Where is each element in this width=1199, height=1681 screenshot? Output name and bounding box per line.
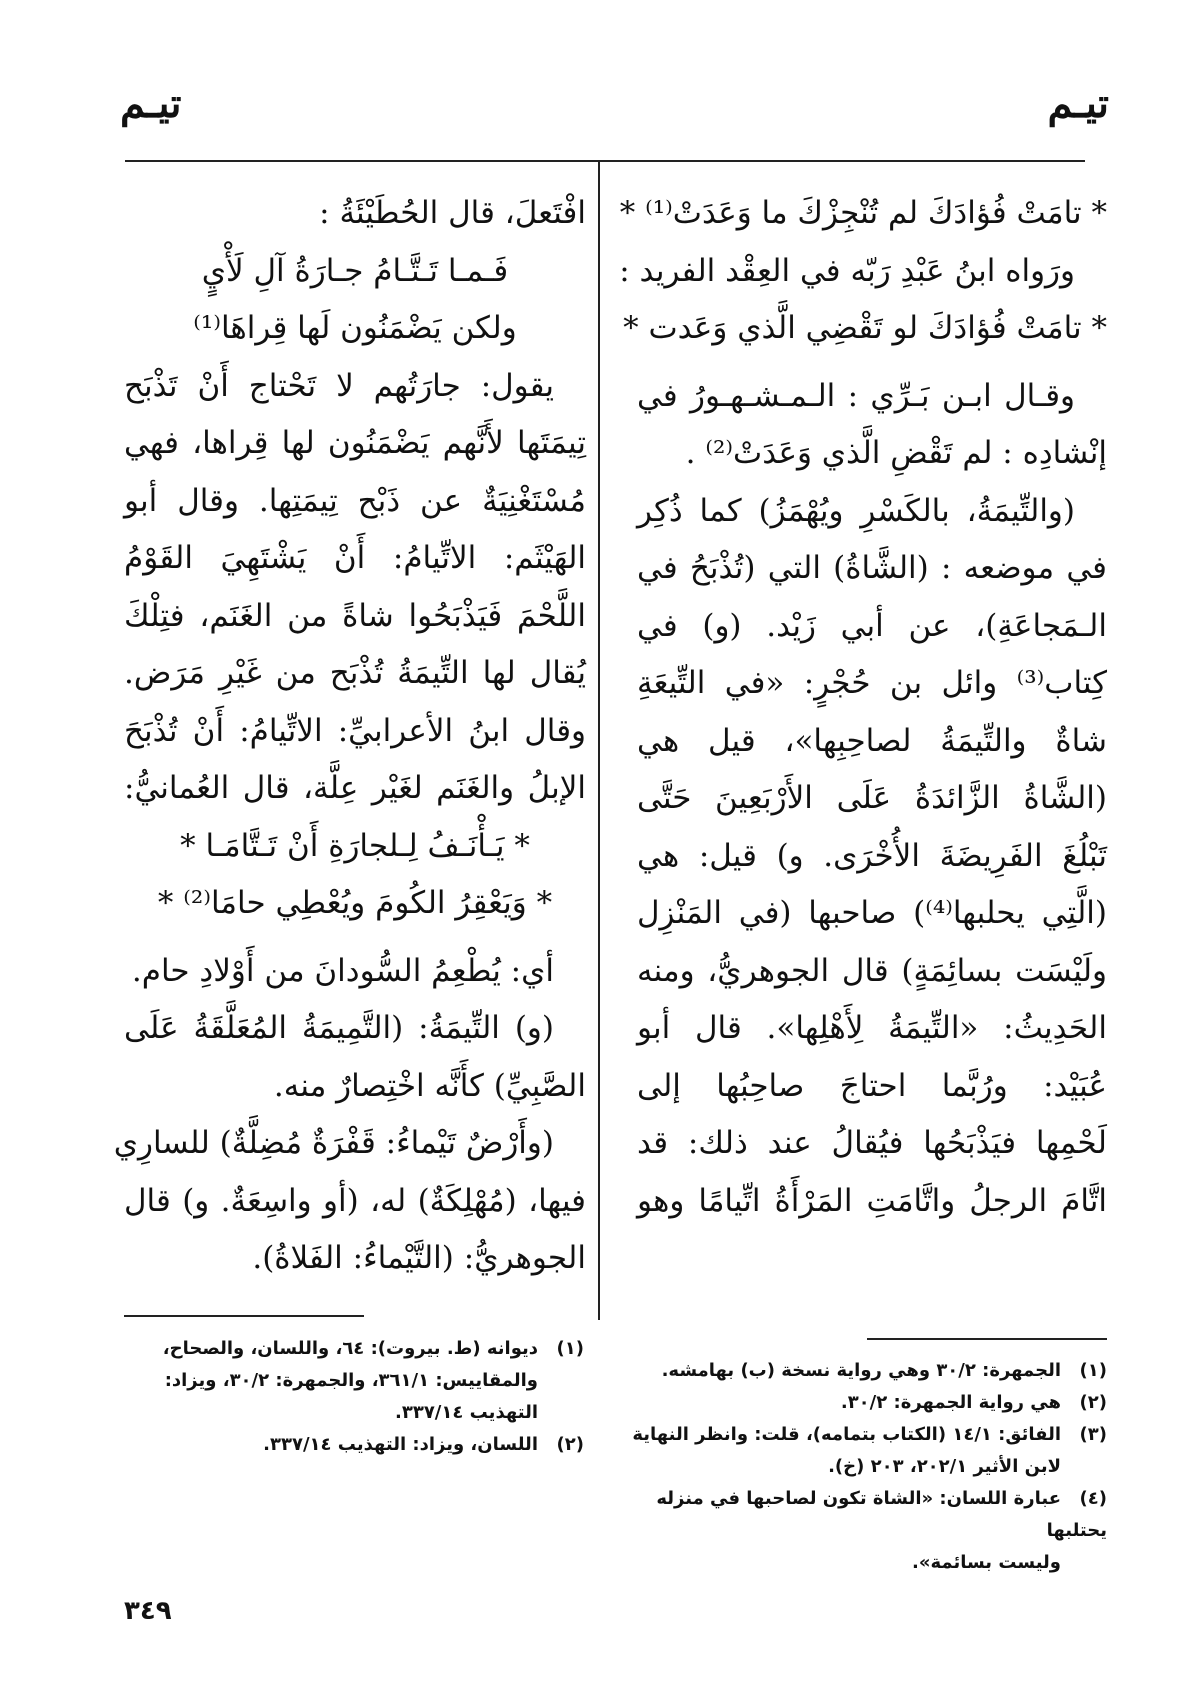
footnote: [627, 1419, 1107, 1483]
footnote-number: (١): [556, 1338, 584, 1359]
text-line: تِيمَتَها لأَنَّهم يَضْمَنُون لها قِراها، فهي: [124, 425, 586, 461]
verse-line: ولكن يَضْمَنُون لَها قِراهَا⁽¹⁾: [193, 310, 517, 346]
verse-line: * تامَتْ فُؤادَكَ لو تَقْضِي الَّذي وَعَدت *: [623, 310, 1107, 346]
footnote: [124, 1429, 584, 1461]
text-line: (وأَرْضٌ تَيْماءُ: قَفْرَةٌ مُضِلَّةٌ) للسارِي: [113, 1125, 554, 1161]
footnote-text: الفائق: ١٤/١ (الكتاب بتمامه)، قلت: وانظر النهاية: [632, 1424, 1061, 1445]
footnote-continuation: وليست بسائمة».: [912, 1552, 1061, 1573]
verse-line: * يَـأْنَـفُ لِـلجارَةِ أَنْ تَـتَّامَـا *: [180, 827, 530, 864]
verse-line: فَـمـا تَـتَّـامُ جـارَةُ آلِ لَأْيٍ: [201, 252, 509, 289]
footnote: [124, 1333, 584, 1429]
page-number: ٣٤٩: [124, 1596, 172, 1626]
text-line: (الَّتِي يحلبها⁽⁴⁾) صاحبها (في المَنْزِل: [637, 895, 1107, 931]
text-line: (الشَّاةُ الزَّائدَةُ عَلَى الأَرْبَعِينَ حَتَّى: [637, 780, 1107, 816]
footnote-text: الجمهرة: ٣٠/٢ وهي رواية نسخة (ب) بهامشه.: [661, 1360, 1061, 1381]
text-line: في موضعه : (الشَّاةُ) التي (تُذْبَحُ في: [637, 550, 1107, 586]
footnote: [627, 1355, 1107, 1387]
text-line: وقال ابنُ الأعرابيِّ: الاتِّيامُ: أَنْ تُذْبَحَ: [124, 712, 586, 749]
footnotes-left: [124, 1333, 584, 1461]
text-line: شاةٌ والتِّيمَةُ لصاحِبِها»، قيل هي: [637, 722, 1107, 759]
text-line: كِتاب⁽³⁾ وائل بن حُجْرٍ: «في التِّيعَةِ: [637, 665, 1107, 701]
text-line: (والتِّيمَةُ، بالكَسْرِ ويُهْمَزُ) كما ذُكِر: [637, 492, 1075, 529]
footnote-text: اللسان، ويزاد: التهذيب ٣٣٧/١٤.: [263, 1434, 538, 1455]
footnote-number: (٢): [1079, 1392, 1107, 1413]
footnote-rule-right: [867, 1338, 1107, 1340]
footnote: [627, 1483, 1107, 1579]
footnote-number: (١): [1079, 1360, 1107, 1381]
text-line: عُبَيْد: ورُبَّما احتاجَ صاحِبُها إلى: [637, 1067, 1107, 1104]
verse-line: * وَيَعْقِرُ الكُومَ ويُعْطِي حامَا⁽²⁾ *: [157, 885, 553, 921]
footnote-continuation: والمقاييس: ٣٦١/١، والجمهرة: ٣٠/٢، ويزاد:: [164, 1370, 538, 1391]
footnote-number: (٢): [556, 1434, 584, 1455]
text-line: يقول: جارَتُهم لا تَحْتاج أَنْ تَذْبَح: [124, 367, 554, 404]
text-line: الهَيْثَم: الاتِّيامُ: أَنْ يَشْتَهِيَ القَوْمُ: [124, 540, 586, 576]
footnote-rule-left: [124, 1315, 364, 1317]
footnote-number: (٤): [1079, 1488, 1107, 1509]
text-line: مُسْتَغْنِيَةٌ عن ذَبْح تِيمَتِها. وقال أبو: [124, 482, 586, 519]
footnote: [627, 1387, 1107, 1419]
footnote-text: ديوانه (ط. بيروت): ٦٤، واللسان، والصحاح،: [162, 1338, 538, 1359]
text-line: تَبْلُغَ الفَرِيضَةَ الأُخْرَى. و) قيل: هي: [637, 837, 1107, 874]
text-line: ولَيْسَت بسائِمَةٍ) قال الجوهريُّ، ومنه: [637, 952, 1107, 989]
footnote-continuation: لابن الأثير ٢٠٢/١، ٢٠٣ (خ).: [828, 1456, 1061, 1477]
text-line: الحَدِيثُ: «التِّيمَةُ لِأَهْلِها». قال أبو: [637, 1010, 1107, 1046]
text-line: يُقال لها التِّيمَةُ تُذْبَح من غَيْرِ مَرَض.: [124, 655, 586, 691]
text-line: الصَّبِيِّ) كأَنَّه اخْتِصارٌ منه.: [273, 1067, 586, 1104]
left-column: [113, 185, 586, 1288]
text-line: الجوهريُّ: (التَّيْماءُ: الفَلاةُ).: [252, 1240, 586, 1276]
footnote-number: (٣): [1079, 1424, 1107, 1445]
text-line: افْتَعلَ، قال الحُطَيْئَةُ :: [319, 195, 586, 231]
header-rule: [125, 160, 1085, 162]
text-line: لَحْمِها فيَذْبَحُها فيُقالُ عند ذلك: قد: [637, 1125, 1107, 1161]
footnote-continuation: التهذيب ٣٣٧/١٤.: [395, 1402, 538, 1423]
right-column: [619, 185, 1107, 1230]
column-divider: [598, 160, 600, 1320]
text-line: الإبلُ والغَنَم لغَيْر عِلَّة، قال العُمانيُّ:: [124, 770, 586, 806]
footnotes-right: [627, 1355, 1107, 1579]
text-line: (و) التِّيمَةُ: (التَّمِيمَةُ المُعَلَّقَةُ عَلَى: [124, 1010, 554, 1046]
text-line: اتَّامَ الرجلُ واتَّامَتِ المَرْأَةُ اتِّيامًا وهو: [637, 1182, 1107, 1219]
text-line: أي: يُطْعِمُ السُّودانَ من أَوْلادِ حام.: [131, 952, 554, 989]
text-line: فيها، (مُهْلِكَةٌ) له، (أو واسِعَةٌ. و) قال: [124, 1182, 586, 1219]
verse-line: * تامَتْ فُؤادَكَ لم تُنْجِزْكَ ما وَعَدَتْ⁽¹⁾ *: [619, 195, 1107, 231]
text-line: الـمَجاعَةِ)، عن أبي زَيْد. (و) في: [637, 607, 1107, 644]
header-word-left: تيـم: [120, 80, 182, 127]
text-line: ورَواه ابنُ عَبْدِ رَبّه في العِقْد الفريد :: [619, 252, 1075, 289]
footnote-text: هي رواية الجمهرة: ٣٠/٢.: [840, 1392, 1061, 1413]
footnote-text: عبارة اللسان: «الشاة تكون لصاحبها في منزله يحتلبها: [656, 1488, 1107, 1541]
text-line: وقـال ابـن بَـرِّي : الـمـشـهـورُ في: [637, 377, 1075, 414]
text-line: إنْشادِه : لم تَقْضِ الَّذي وَعَدَتْ⁽²⁾ .: [685, 435, 1107, 471]
header-word-right: تيـم: [1047, 80, 1109, 127]
text-line: اللَّحْمَ فَيَذْبَحُوا شاةً من الغَنَم، فتِلْكَ: [124, 597, 586, 634]
